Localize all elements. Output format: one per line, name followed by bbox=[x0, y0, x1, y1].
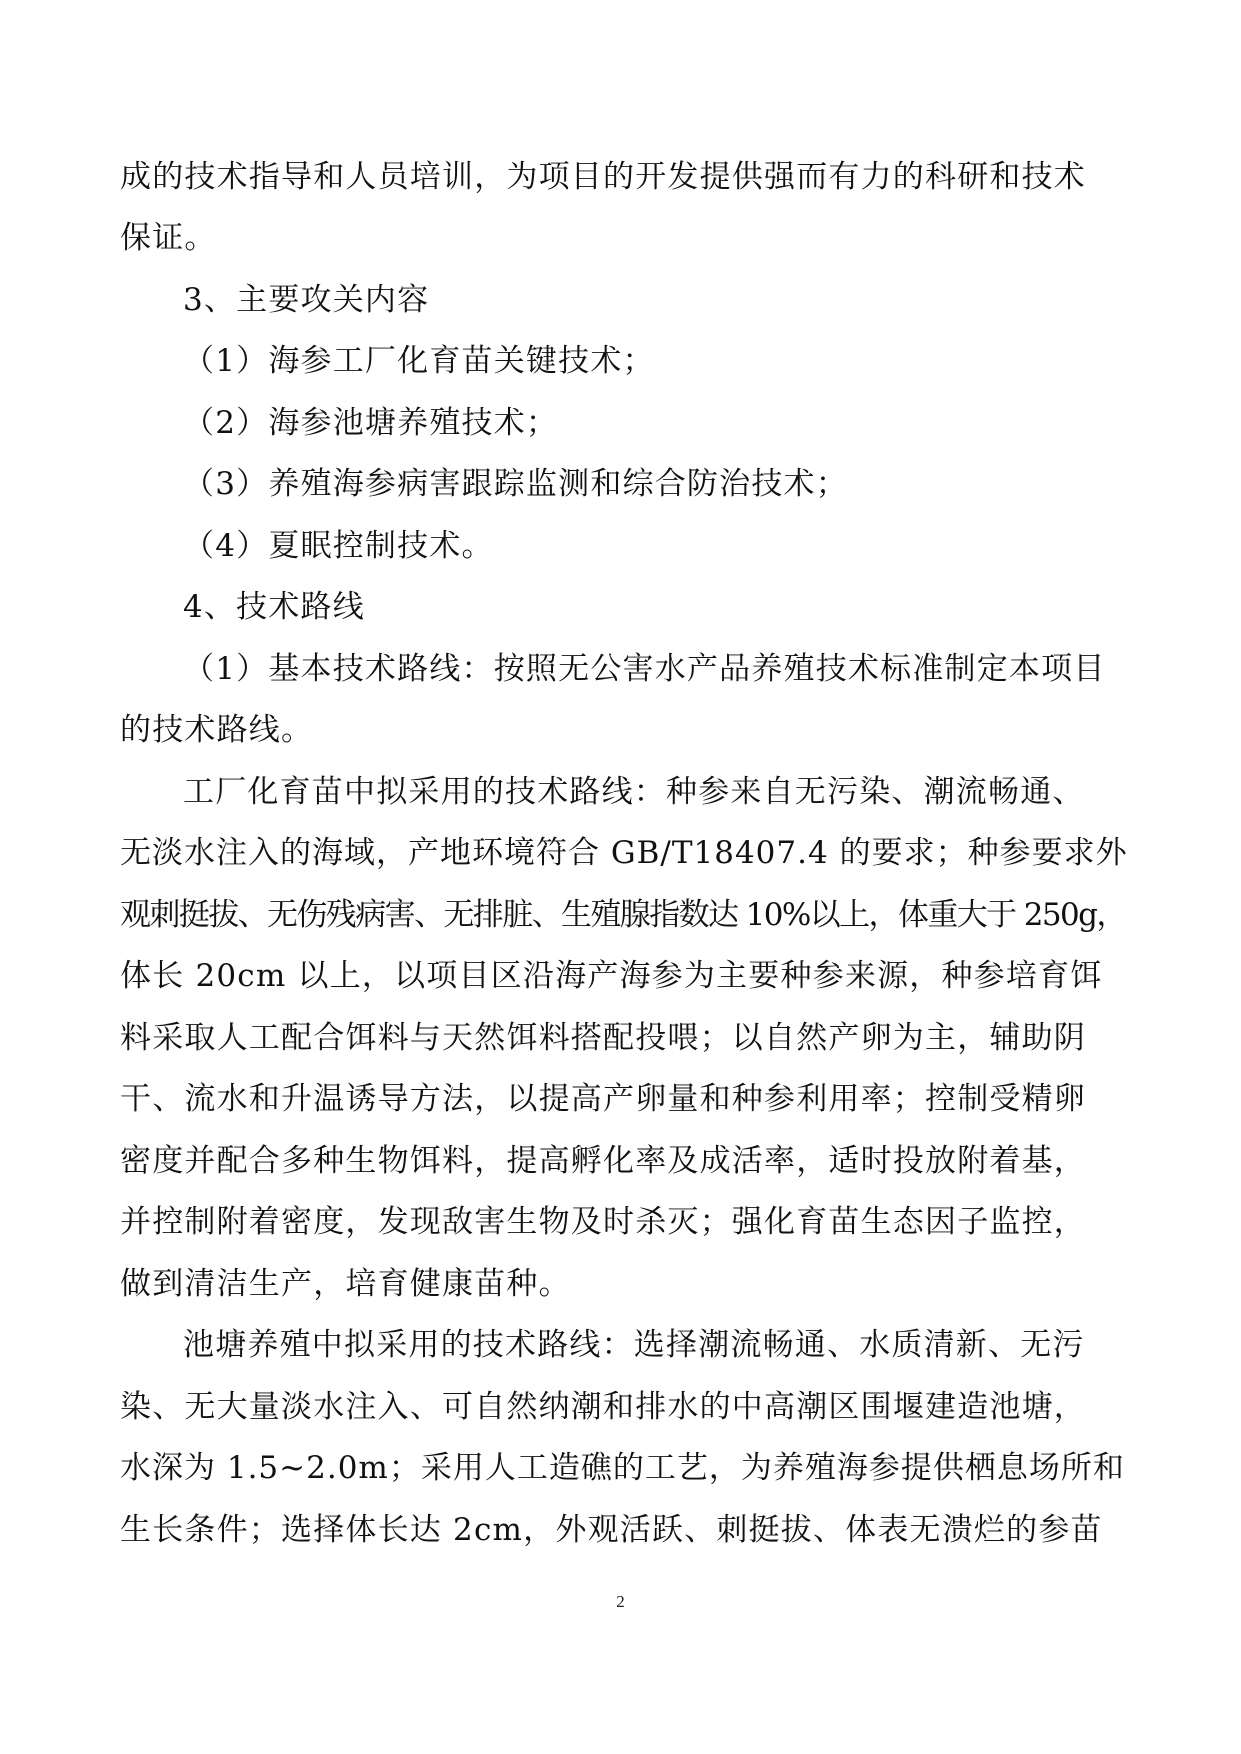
text-line: 工厂化育苗中拟采用的技术路线：种参来自无污染、潮流畅通、 bbox=[183, 774, 1085, 810]
list-item: （2）海参池塘养殖技术； bbox=[183, 405, 559, 441]
text-line: 水深为 1.5~2.0m；采用人工造礁的工艺，为养殖海参提供栖息场所和 bbox=[120, 1450, 1125, 1486]
section-heading: 3、主要攻关内容 bbox=[183, 282, 430, 318]
section-heading: 4、技术路线 bbox=[183, 589, 365, 625]
text-line: 料采取人工配合饵料与天然饵料搭配投喂；以自然产卵为主，辅助阴 bbox=[120, 1020, 1086, 1056]
text-line: 染、无大量淡水注入、可自然纳潮和排水的中高潮区围堰建造池塘， bbox=[120, 1389, 1086, 1425]
text-line: 无淡水注入的海域，产地环境符合 GB/T18407.4 的要求；种参要求外 bbox=[120, 835, 1128, 871]
text-line: 生长条件；选择体长达 2cm，外观活跃、刺挺拔、体表无溃烂的参苗 bbox=[120, 1512, 1103, 1548]
text-line: 观刺挺拔、无伤残病害、无排脏、生殖腺指数达 10%以上，体重大于 250g， bbox=[120, 897, 1126, 933]
text-line: 并控制附着密度，发现敌害生物及时杀灭；强化育苗生态因子监控， bbox=[120, 1204, 1086, 1240]
list-item: （3）养殖海参病害跟踪监测和综合防治技术； bbox=[183, 466, 848, 502]
text-line: 体长 20cm 以上，以项目区沿海产海参为主要种参来源，种参培育饵 bbox=[120, 958, 1103, 994]
text-line: 的技术路线。 bbox=[120, 712, 314, 748]
text-line: 密度并配合多种生物饵料，提高孵化率及成活率，适时投放附着基， bbox=[120, 1143, 1086, 1179]
list-item: （4）夏眠控制技术。 bbox=[183, 528, 494, 564]
text-line: 干、流水和升温诱导方法，以提高产卵量和种参利用率；控制受精卵 bbox=[120, 1081, 1086, 1117]
text-line: （1）基本技术路线：按照无公害水产品养殖技术标准制定本项目 bbox=[183, 651, 1106, 687]
text-line: 成的技术指导和人员培训，为项目的开发提供强而有力的科研和技术 bbox=[120, 159, 1086, 195]
text-line: 池塘养殖中拟采用的技术路线：选择潮流畅通、水质清新、无污 bbox=[183, 1327, 1085, 1363]
text-line: 保证。 bbox=[120, 220, 217, 256]
page-number: 2 bbox=[616, 1592, 625, 1611]
text-line: 做到清洁生产，培育健康苗种。 bbox=[120, 1266, 571, 1302]
list-item: （1）海参工厂化育苗关键技术； bbox=[183, 343, 655, 379]
